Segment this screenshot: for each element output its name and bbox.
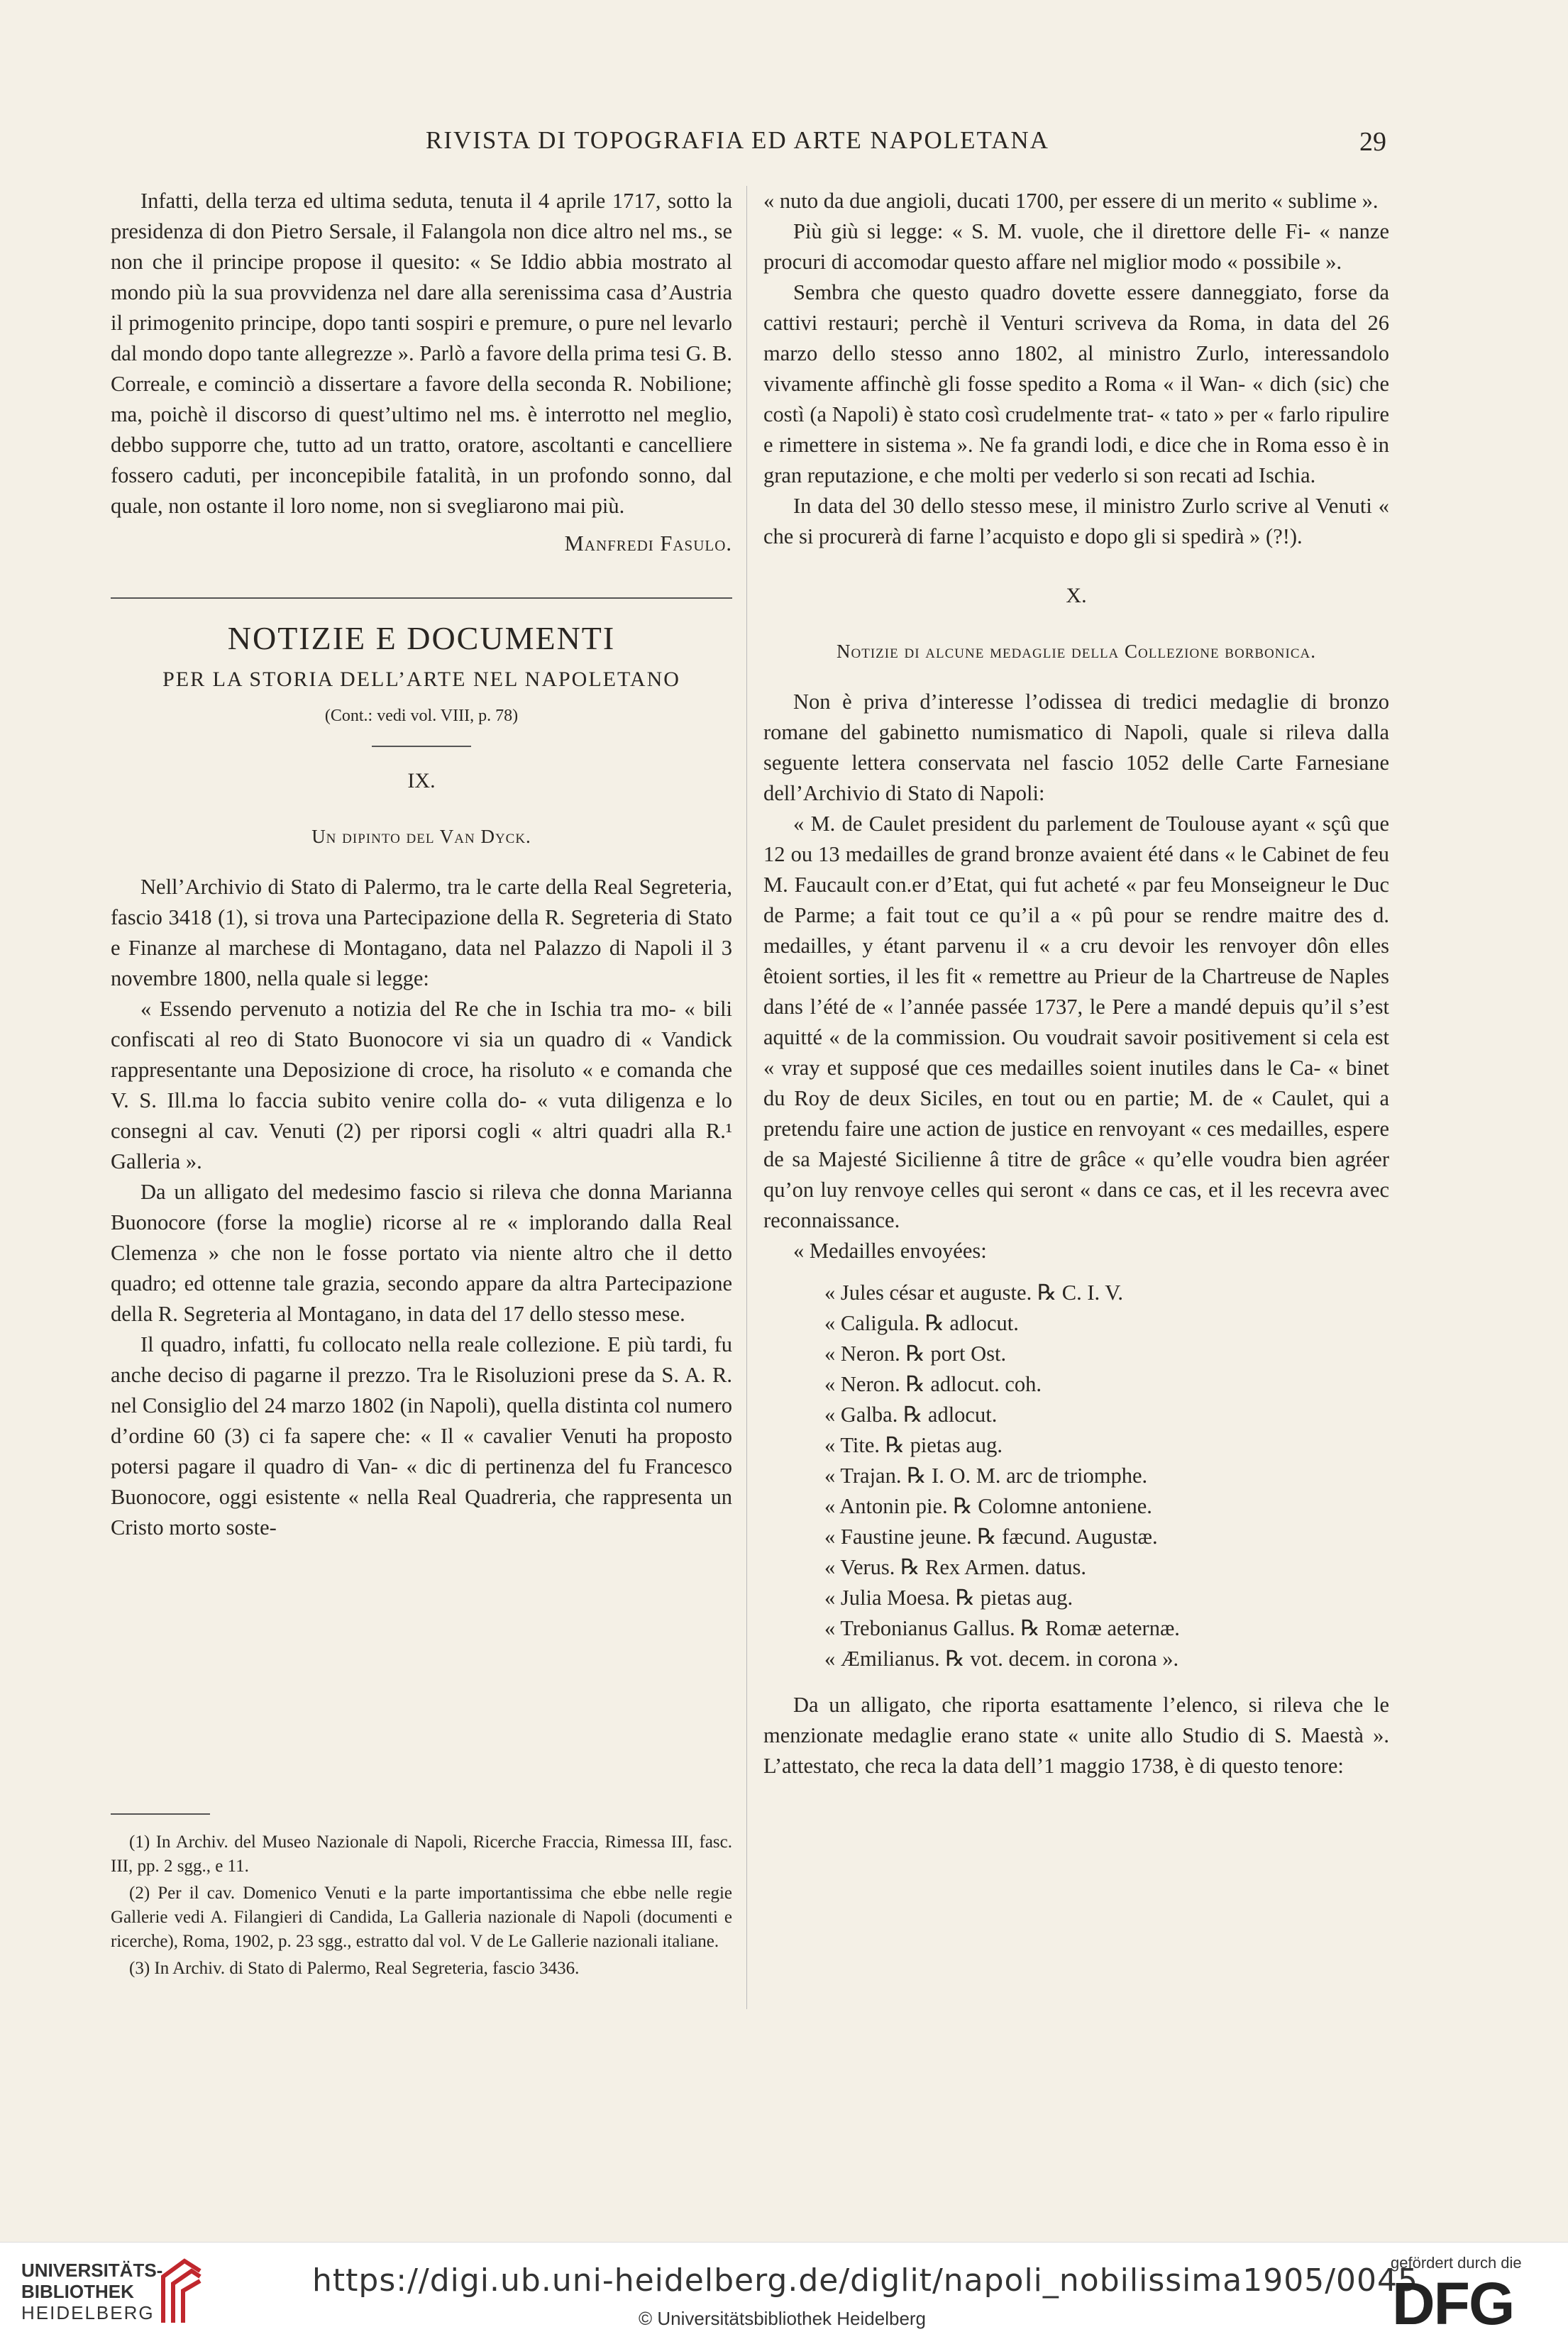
footnotes xyxy=(111,1813,732,1984)
paragraph: Sembra che questo quadro dovette essere danneggiato, forse da cattivi restauri; perchè il Venturi scriveva da Roma, in data del 26 marzo dello stesso anno 1802, al ministro Zurlo, interessandolo vivamente affinchè gli fosse spedito a Roma « il Wan- « dich (sic) che costì (a Napoli) è stato così crudelmente trat- « tato » per « farlo ripulire e rimettere in sistema ». Ne fa grandi lodi, e dice che in Roma esso è in gran reputazione, e che molti per vederlo si son recati ad Ischia. xyxy=(763,280,1389,487)
section-number: X. xyxy=(1066,584,1087,607)
page-number: 29 xyxy=(1359,127,1386,157)
quotation: « nuto da due angioli, ducati 1700, per essere di un merito « sublime ». xyxy=(763,189,1379,213)
source-url-link[interactable]: https://digi.ub.uni-heidelberg.de/diglit/napoli_nobilissima1905/0045 xyxy=(312,2262,1418,2299)
footer-banner xyxy=(0,2242,1568,2344)
running-title: RIVISTA DI TOPOGRAFIA ED ARTE NAPOLETANA xyxy=(426,126,1049,154)
paragraph: Infatti, della terza ed ultima seduta, tenuta il 4 aprile 1717, sotto la presidenza di don Pietro Sersale, il Falangola non dice altro nel ms., se non che il principe propose il quesito: « Se Iddio abbia mostrato al mondo più la sua provvidenza nel dare alla serenissima casa d’Austria il primogenito principe, dopo tanti sospiri e premure, o pure nel levarlo dal mondo dopo tante allegrezze ». Parlò a favore della prima tesi G. B. Correale, e cominciò a dissertare a favore della seconda R. Nobilione; ma, poichè il discorso di quest’ultimo nel ms. è interrotto nel meglio, debbo supporre che, tutto ad un tratto, oratore, ascoltanti e cancelliere fossero caduti, per inconcepibile fatalità, in un profondo sonno, dal quale, non ostante il loro nome, non si svegliarono mai più. xyxy=(111,189,732,518)
quotation: « Medailles envoyées: xyxy=(793,1239,987,1263)
right-column xyxy=(763,186,1389,1781)
author-signature: Manfredi Fasulo. xyxy=(564,531,732,555)
list-item: « Galba. ℞ adlocut. xyxy=(824,1403,998,1427)
dfg-caption: gefördert durch die xyxy=(1391,2254,1522,2272)
list-item: « Jules césar et auguste. ℞ C. I. V. xyxy=(824,1281,1123,1305)
paragraph: In data del 30 dello stesso mese, il ministro Zurlo scrive al Venuti « che si procurerà di farne l’acquisto e dopo gli si spedirà » (?!). xyxy=(763,494,1389,548)
paragraph: Più giù si legge: « S. M. vuole, che il direttore delle Fi- « nanze procuri di accomodar questo affare nel miglior modo « possibile ». xyxy=(763,219,1389,274)
footnote: (3) In Archiv. di Stato di Palermo, Real Segreteria, fascio 3436. xyxy=(129,1959,580,1978)
paragraph: Da un alligato del medesimo fascio si rileva che donna Marianna Buonocore (forse la moglie) ricorse al re « implorando dalla Real Clemenza » che non le fosse portato via niente altro che il detto quadro; ed ottenne tale grazia, secondo appare da altra Partecipazione della R. Segreteria al Montagano, in data del 17 dello stesso mese. xyxy=(111,1180,732,1326)
list-item: « Tite. ℞ pietas aug. xyxy=(824,1433,1003,1457)
logo-text-line: BIBLIOTHEK xyxy=(21,2281,134,2302)
footnote-rule xyxy=(111,1813,210,1815)
section-rule xyxy=(111,597,732,599)
list-item: « Verus. ℞ Rex Armen. datus. xyxy=(824,1555,1087,1579)
list-item: « Trebonianus Gallus. ℞ Romæ aeternæ. xyxy=(824,1616,1180,1640)
library-logo[interactable] xyxy=(21,2260,162,2323)
running-header xyxy=(0,126,1568,169)
column-divider xyxy=(746,186,747,2009)
quotation: « Essendo pervenuto a notizia del Re che in Ischia tra mo- « bili confiscati al reo di Stato Buonocore vi sia un quadro di « Vandick rappresentante una Deposizione di croce, ha risoluto « e comanda che V. S. Ill.ma lo faccia subito venire colla do- « vuta diligenza e lo consegni al cav. Venuti (2) per riporsi cogli « altri quadri alla R.¹ Galleria ». xyxy=(111,997,732,1173)
list-item: « Æmilianus. ℞ vot. decem. in corona ». xyxy=(824,1647,1179,1671)
left-column xyxy=(111,186,732,1543)
article-title: Un dipinto del Van Dyck. xyxy=(311,826,531,847)
continuation-note: (Cont.: vedi vol. VIII, p. 78) xyxy=(324,707,519,725)
logo-text-line: UNIVERSITÄTS- xyxy=(21,2260,163,2281)
paragraph: Non è priva d’interesse l’odissea di tredici medaglie di bronzo romane del gabinetto numismatico di Napoli, quale si rileva dalla seguente lettera conservata nel fascio 1052 delle Carte Farnesiane dell’Archivio di Stato di Napoli: xyxy=(763,690,1389,805)
list-item: « Trajan. ℞ I. O. M. arc de triomphe. xyxy=(824,1464,1148,1488)
dfg-logo[interactable]: DFG xyxy=(1392,2270,1514,2337)
paragraph: Nell’Archivio di Stato di Palermo, tra le carte della Real Segreteria, fascio 3418 (1), si trova una Partecipazione della R. Segreteria di Stato e Finanze al marchese di Montagano, data nel Palazzo di Napoli il 3 novembre 1800, nella quale si legge: xyxy=(111,875,732,990)
list-item: « Caligula. ℞ adlocut. xyxy=(824,1311,1019,1335)
quotation: « M. de Caulet president du parlement de Toulouse ayant « sçû que 12 ou 13 medailles de grand bronze avaient été dans « le Cabinet de feu M. Faucault con.er d’Etat, qui fut acheté « par feu Monseigneur le Duc de Parme; a fait tout ce qu’il a « pû pour se rendre maitre des d. medailles, y étant parvenu il « a cru devoir les renvoyer dôn elles êtoient sorties, il les fit « remettre au Prieur de la Chartreuse de Naples dans l’été de « l’année passée 1737, le Pere a mandé depuis qu’il s’est aquitté « de la commission. Ou voudrait savoir positivement si cela est « vray et supposé que ces medailles soient inutiles dans le Ca- « binet du Roy de deux Siciles, en tout ou en partie; M. de « Caulet, qui a pretendu faire une action de justice en renvoyant « ces medailles, espere de sa Majesté Sicilienne â titre de grâce « qu’elle voudra bien agréer qu’on luy renvoye celles qui seront « dans ce cas, et il les recevra avec reconnaissance. xyxy=(763,812,1389,1232)
short-rule xyxy=(372,746,471,747)
section-heading: NOTIZIE E DOCUMENTI xyxy=(227,620,616,656)
article-title: Notizie di alcune medaglie della Collezione borbonica. xyxy=(837,641,1316,662)
list-item: « Neron. ℞ port Ost. xyxy=(824,1342,1007,1366)
section-subheading: PER LA STORIA DELL’ARTE NEL NAPOLETANO xyxy=(162,668,680,691)
library-emblem-icon xyxy=(156,2255,206,2326)
footnote: (2) Per il cav. Domenico Venuti e la parte importantissima che ebbe nelle regie Gallerie vedi A. Filangieri di Candida, La Galleria nazionale di Napoli (documenti e ricerche), Roma, 1902, p. 23 sgg., estratto dal vol. V de Le Gallerie nazionali italiane. xyxy=(111,1884,732,1951)
list-item: « Neron. ℞ adlocut. coh. xyxy=(824,1372,1042,1396)
section-number: IX. xyxy=(407,769,436,792)
list-item: « Antonin pie. ℞ Colomne antoniene. xyxy=(824,1494,1152,1518)
medal-list xyxy=(763,1278,1389,1674)
paragraph: Il quadro, infatti, fu collocato nella reale collezione. E più tardi, fu anche deciso di pagarne il prezzo. Tra le Risoluzioni prese da S. A. R. nel Consiglio del 24 marzo 1802 (in Napoli), quella distinta col numero d’ordine 60 (3) ci fa sapere che: « Il « cavalier Venuti ha proposto potersi pagare il quadro di Van- « dic di pertinenza del fu Francesco Buonocore, oggi esistente « nella Real Quadreria, che rappresenta un Cristo morto soste- xyxy=(111,1332,732,1539)
footnote: (1) In Archiv. del Museo Nazionale di Napoli, Ricerche Fraccia, Rimessa III, fasc. III, pp. 2 sgg., e 11. xyxy=(111,1832,732,1876)
list-item: « Faustine jeune. ℞ fæcund. Augustæ. xyxy=(824,1525,1158,1549)
copyright-notice: © Universitätsbibliothek Heidelberg xyxy=(639,2308,927,2329)
list-item: « Julia Moesa. ℞ pietas aug. xyxy=(824,1586,1073,1610)
logo-text-line: HEIDELBERG xyxy=(21,2302,155,2323)
paragraph: Da un alligato, che riporta esattamente l’elenco, si rileva che le menzionate medaglie erano state « unite allo Studio di S. Maestà ». L’attestato, che reca la data dell’1 maggio 1738, è di questo tenore: xyxy=(763,1693,1389,1778)
